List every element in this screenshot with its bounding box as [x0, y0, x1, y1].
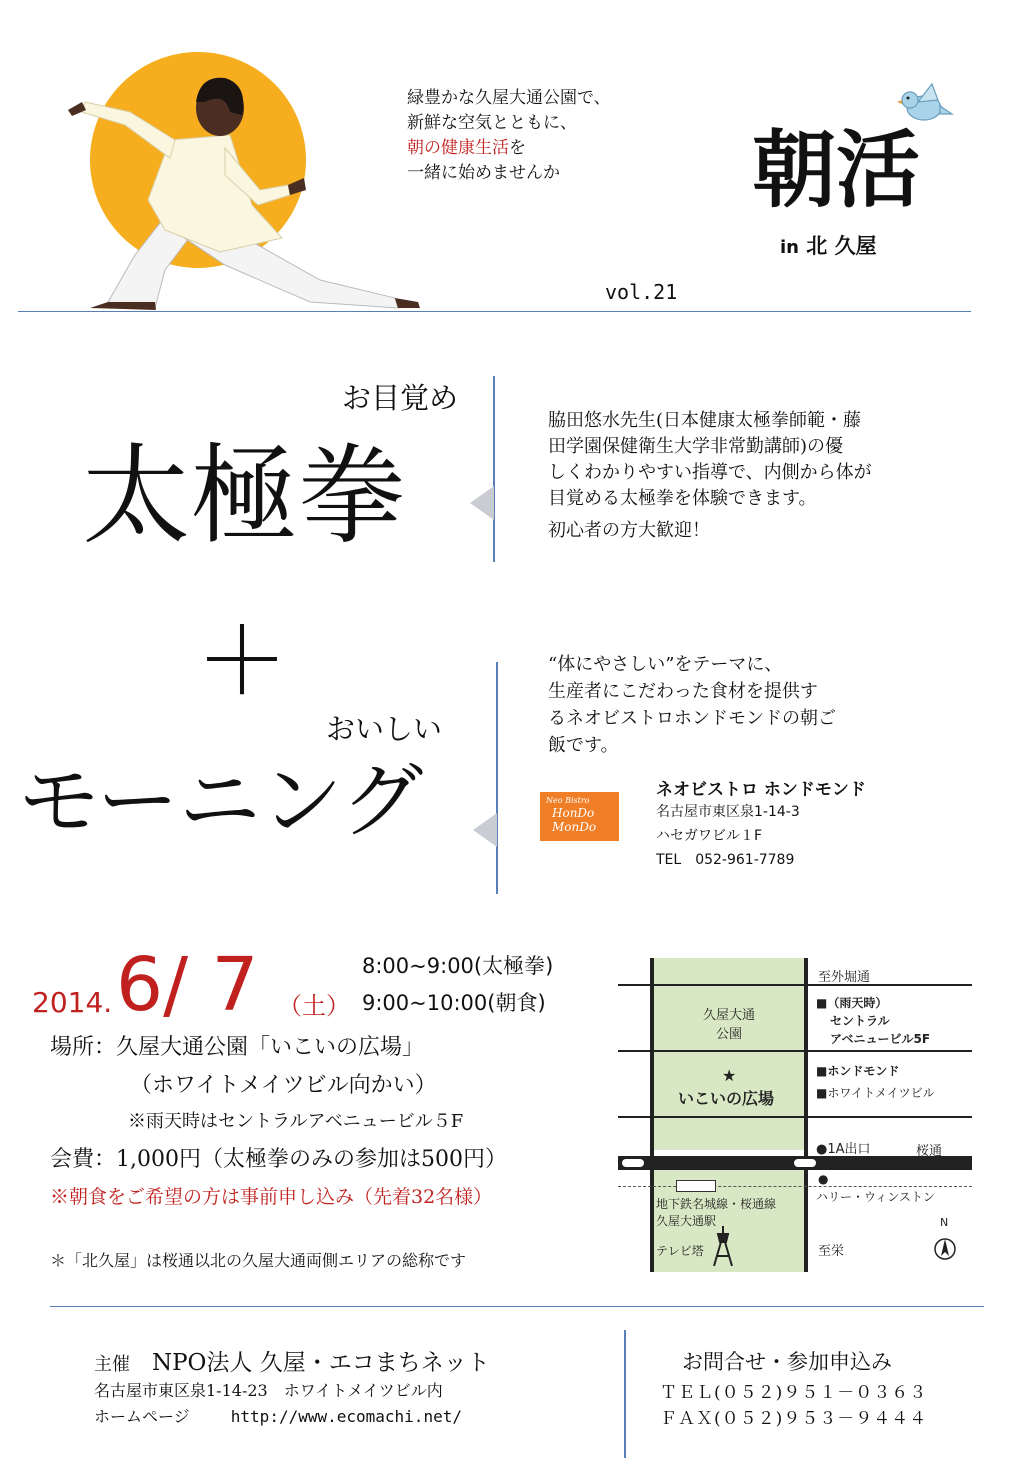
star-icon: ★ [722, 1066, 737, 1085]
taichi-illustration [20, 40, 460, 320]
rain-venue-2: セントラル [830, 1014, 890, 1028]
hondo-label: ■ホンドモンド [816, 1064, 900, 1078]
square-label: いこいの広場 [678, 1089, 775, 1108]
north-street-label: 至外堀通 [818, 970, 871, 985]
homepage [94, 1404, 462, 1427]
area-note: ＊「北久屋」は桜通以北の久屋大通両側エリアの総称です [50, 1251, 467, 1270]
organizer-label: 主催 [94, 1354, 130, 1375]
white-mates-label: ■ホワイトメイツビル [816, 1086, 935, 1100]
homepage-label: ホームページ [94, 1407, 190, 1426]
park-area [654, 958, 808, 1150]
harry-dot: ● [818, 1172, 829, 1186]
morning-desc-line: 生産者にこだわった食材を提供す [548, 681, 818, 702]
homepage-link[interactable]: http://www.ecomachi.net/ [230, 1407, 462, 1426]
restaurant-logo [540, 792, 619, 841]
time-taichi: 8:00~9:00(太極拳) [362, 954, 554, 978]
volume-number: vol.21 [605, 280, 678, 304]
rain-note: ※雨天時はセントラルアベニュービル５F [128, 1111, 464, 1132]
intro-line-2: 新鮮な空気とともに、 [407, 113, 577, 133]
north-arrow-icon [932, 1228, 958, 1262]
morning-desc-line: るネオビストロホンドモンドの朝ご [548, 708, 836, 729]
intro-line-4: 一緒に始めませんか [407, 163, 560, 183]
rain-venue-label [816, 994, 930, 1048]
event-place: 場所：久屋大通公園「いこいの広場」 [50, 1035, 425, 1060]
exit-label: ●1A出口 [816, 1142, 871, 1157]
event-year: 2014. [32, 986, 113, 1019]
restaurant-info [656, 800, 800, 872]
logo-line-1: Neo Bistro [546, 796, 590, 805]
organizer-name: NPO法人 久屋・エコまちネット [151, 1350, 490, 1376]
park-label-2: 公園 [715, 1027, 742, 1042]
intro-highlight: 朝の健康生活 [407, 138, 509, 158]
restaurant-building: ハセガワビル１F [656, 828, 763, 844]
footer-vertical-divider [624, 1330, 626, 1458]
brand-in: in [780, 237, 799, 258]
event-fee: 会費：1,000円（太極拳のみの参加は500円） [50, 1147, 507, 1172]
restaurant-name: ネオビストロ ホンドモンド [656, 780, 866, 800]
sakura-label: 桜通 [916, 1144, 943, 1159]
event-weekday: （土） [278, 992, 350, 1020]
park-label-1: 久屋大通 [702, 1008, 755, 1023]
organizer [94, 1344, 490, 1377]
brand-title: 朝活 [752, 121, 921, 219]
station-line-2: 久屋大通駅 [656, 1214, 717, 1228]
logo-line-3: MonDo [552, 820, 597, 834]
header-divider [18, 311, 971, 312]
harry-label: ハリー・ウィンストン [816, 1190, 935, 1204]
intro-line-1: 緑豊かな久屋大通公園で、 [407, 88, 611, 108]
brand-place: 北 久屋 [806, 234, 877, 258]
access-map [618, 958, 972, 1272]
brand-subtitle [780, 230, 877, 260]
station-label [656, 1196, 776, 1230]
time-breakfast: 9:00~10:00(朝食) [362, 991, 546, 1015]
tv-tower-label: テレビ塔 [656, 1244, 704, 1258]
event-times [362, 948, 553, 1022]
event-date: 6/ 7 [116, 942, 259, 1028]
plus-sign: ＋ [196, 608, 289, 715]
taichi-divider [493, 376, 495, 562]
contact-title: お問合せ・参加申込み [682, 1350, 892, 1374]
morning-title: モーニング [18, 754, 424, 849]
taichi-desc-line: 田学園保健衛生大学非常勤講師)の優 [548, 436, 844, 457]
contact-fax: ＦＡＸ(０５２)９５３－９４４４ [660, 1409, 928, 1429]
morning-desc-line: “体にやさしい”をテーマに、 [548, 654, 783, 675]
taichi-kicker: お目覚め [342, 381, 459, 415]
north-label: N [940, 1216, 949, 1229]
taichi-description [548, 408, 872, 544]
south-label: 至栄 [818, 1244, 845, 1259]
station-line-1: 地下鉄名城線・桜通線 [656, 1197, 777, 1211]
taichi-desc-line: しくわかりやすい指導で、内側から体が [548, 462, 872, 483]
restaurant-address: 名古屋市東区泉1-14-3 [656, 804, 800, 820]
intro-line-3-suffix: を [509, 138, 526, 158]
organizer-address: 名古屋市東区泉1-14-23 ホワイトメイツビル内 [94, 1381, 443, 1400]
event-place-sub: （ホワイトメイツビル向かい） [130, 1073, 437, 1098]
morning-divider [496, 662, 498, 894]
reservation-note: ※朝食をご希望の方は事前申し込み（先着32名様） [50, 1186, 493, 1208]
rain-venue-3: アベニュービル5F [830, 1032, 931, 1046]
rain-venue-1: ■（雨天時） [816, 996, 888, 1010]
morning-kicker: おいしい [326, 712, 443, 746]
restaurant-tel: TEL 052-961-7789 [656, 852, 795, 868]
logo-line-2: HonDo [552, 806, 595, 820]
station-entrance [676, 1180, 716, 1192]
taichi-desc-line: 脇田悠水先生(日本健康太極拳師範・藤 [548, 410, 862, 431]
morning-desc-line: 飯です。 [548, 735, 619, 756]
taichi-desc-line: 目覚める太極拳を体験できます。 [548, 488, 817, 509]
taichi-welcome: 初心者の方大歓迎！ [548, 520, 710, 541]
park-label [694, 1004, 764, 1042]
tv-tower-icon [710, 1226, 736, 1266]
taichi-title: 太極拳 [82, 434, 407, 559]
morning-pointer [473, 813, 497, 847]
intro-text [407, 86, 611, 186]
footer-divider [50, 1306, 984, 1307]
taichi-pointer [470, 486, 494, 520]
morning-description [548, 651, 836, 759]
contact-tel: ＴＥＬ(０５２)９５１－０３６３ [660, 1383, 928, 1403]
